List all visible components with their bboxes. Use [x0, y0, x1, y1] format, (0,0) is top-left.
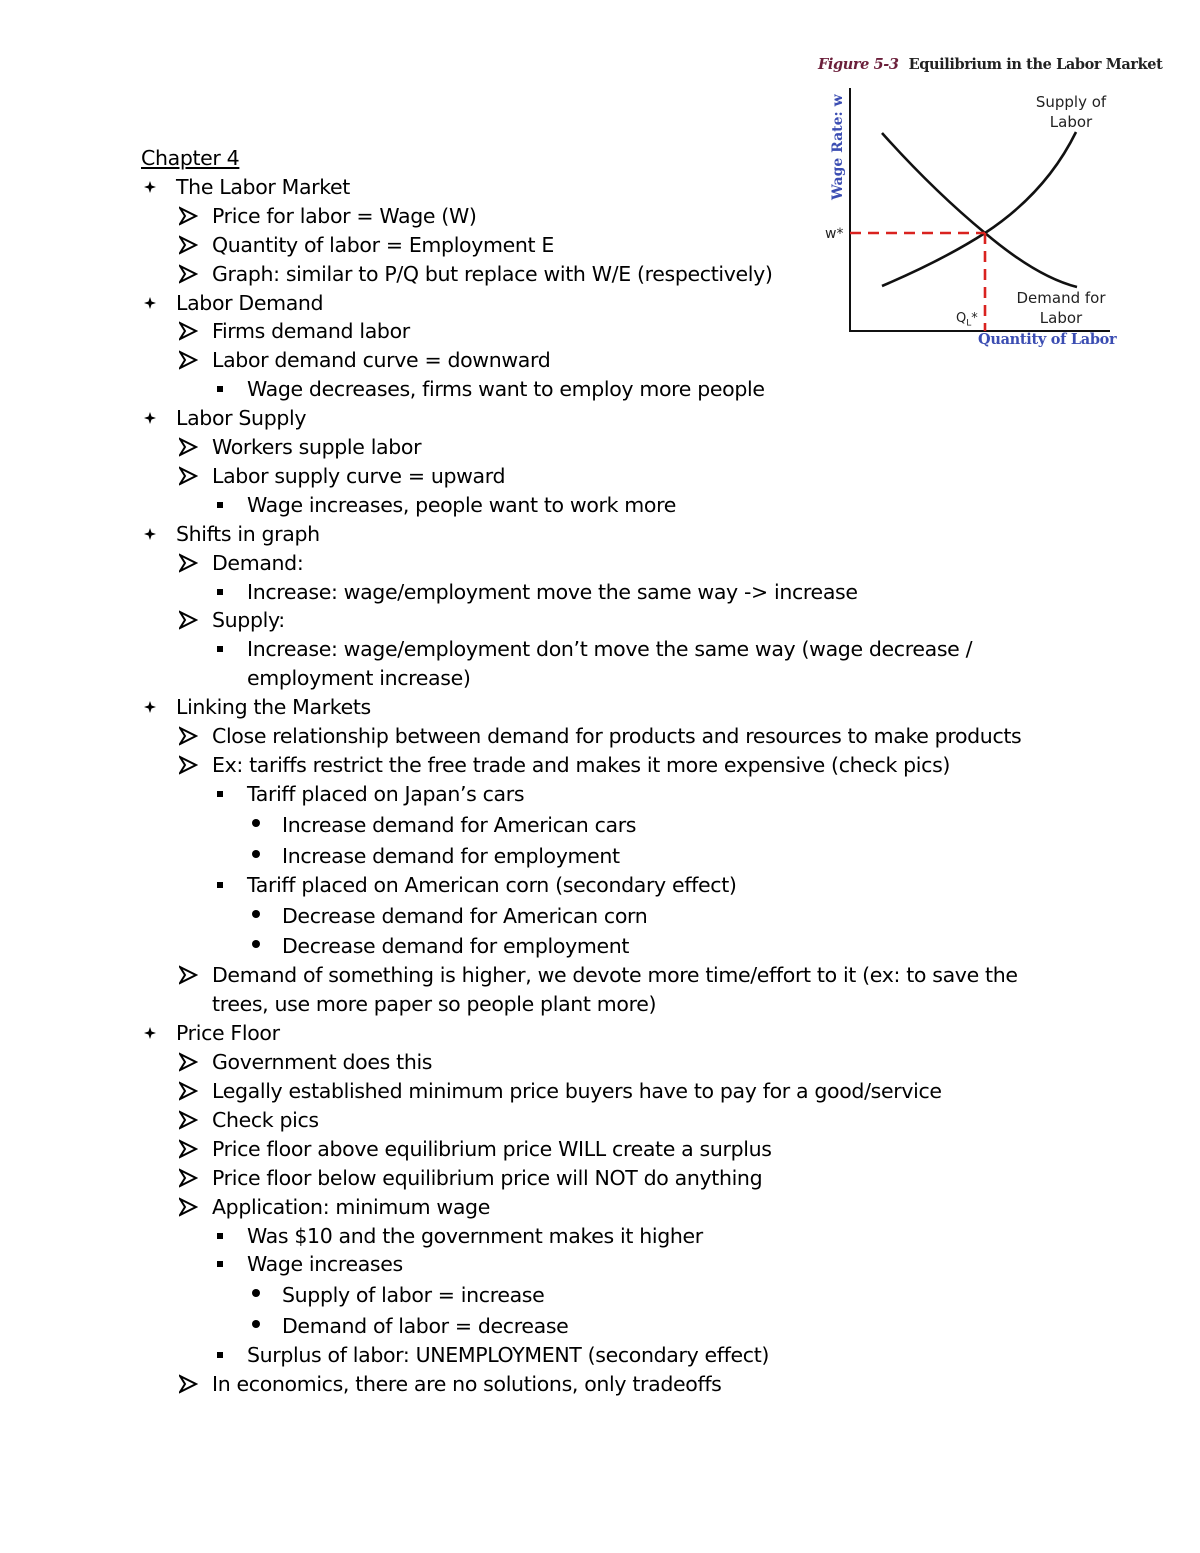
outline-item-text: Tariff placed on Japan’s cars: [247, 781, 525, 806]
outline-item: [141, 1135, 1071, 1164]
arrow-bullet-icon: [179, 1048, 198, 1076]
outline-item-text: Increase demand for employment: [282, 843, 620, 868]
arrow-bullet-icon: [179, 961, 198, 989]
outline-item-text: Graph: similar to P/Q but replace with W/E (respectively): [212, 261, 773, 286]
square-bullet-icon: [217, 882, 223, 888]
dot-bullet-icon: [252, 850, 260, 858]
arrow-bullet-icon: [179, 549, 198, 577]
dot-bullet-icon: [252, 910, 260, 918]
bullet-marker: [250, 809, 260, 827]
q-star-letter: Q: [956, 311, 967, 326]
outline-item-text: Increase demand for American cars: [282, 812, 637, 837]
outline-item-text: Demand of something is higher, we devote more time/effort to it (ex: to save the trees, use more paper so people plant more): [212, 963, 1018, 1017]
square-bullet-icon: [217, 502, 223, 508]
outline-item: [141, 1341, 1071, 1370]
outline-item: [141, 289, 1071, 318]
outline-item: [141, 900, 1071, 931]
arrow-bullet-icon: [179, 1135, 198, 1163]
outline-item: [141, 751, 1071, 780]
outline-item: [141, 961, 1071, 1019]
diamond-bullet-icon: [141, 1019, 159, 1047]
bullet-marker: [250, 900, 260, 918]
outline-item: [141, 635, 1071, 693]
x-axis-label: Quantity of Labor: [978, 331, 1117, 348]
equilibrium-wage-label: w*: [825, 226, 844, 242]
outline-item-text: Firms demand labor: [212, 319, 410, 344]
bullet-marker: [215, 375, 223, 392]
outline-item-text: Wage increases, people want to work more: [247, 492, 676, 517]
outline-item: [141, 433, 1071, 462]
outline-item: [141, 1193, 1071, 1222]
outline-item-text: Check pics: [212, 1107, 319, 1132]
outline-item: [141, 693, 1071, 722]
arrow-bullet-icon: [179, 1106, 198, 1134]
arrow-bullet-icon: [179, 202, 198, 230]
arrow-bullet-icon: [179, 1370, 198, 1398]
square-bullet-icon: [217, 791, 223, 797]
outline-item: [141, 491, 1071, 520]
outline-item-text: Quantity of labor = Employment E: [212, 232, 555, 257]
demand-curve-label: Demand for Labor: [1016, 289, 1106, 327]
outline-item: [141, 1250, 1071, 1279]
diamond-bullet-icon: [141, 520, 159, 548]
outline-item: [141, 1279, 1071, 1310]
outline-item: [141, 1370, 1071, 1399]
outline-item-text: Labor demand curve = downward: [212, 348, 551, 373]
dot-bullet-icon: [252, 1289, 260, 1297]
outline-item-text: Ex: tariffs restrict the free trade and makes it more expensive (check pics): [212, 753, 951, 778]
outline-item-text: Labor Demand: [176, 290, 324, 315]
outline-item: [141, 1164, 1071, 1193]
outline-item: [141, 260, 1071, 289]
outline-item: [141, 871, 1071, 900]
outline-item: [141, 809, 1071, 840]
outline-item-text: Was $10 and the government makes it higher: [247, 1223, 703, 1248]
arrow-bullet-icon: [179, 260, 198, 288]
outline-item-text: Price floor above equilibrium price WILL create a surplus: [212, 1136, 772, 1161]
outline-item-text: Demand:: [212, 550, 304, 575]
arrow-bullet-icon: [179, 317, 198, 345]
bullet-marker: [215, 1341, 223, 1358]
outline-item: [141, 930, 1071, 961]
outline-item: [141, 1048, 1071, 1077]
bullet-marker: [215, 491, 223, 508]
arrow-bullet-icon: [179, 462, 198, 490]
supply-curve-label: Supply of Labor: [1035, 93, 1107, 131]
outline-items: [141, 173, 1071, 1399]
outline-item-text: In economics, there are no solutions, only tradeoffs: [212, 1372, 722, 1397]
square-bullet-icon: [217, 1352, 223, 1358]
dot-bullet-icon: [252, 940, 260, 948]
bullet-marker: [250, 930, 260, 948]
arrow-bullet-icon: [179, 1077, 198, 1105]
outline-item: [141, 1310, 1071, 1341]
outline-item: [141, 780, 1071, 809]
outline-item: [141, 520, 1071, 549]
diamond-bullet-icon: [141, 289, 159, 317]
dot-bullet-icon: [252, 1320, 260, 1328]
arrow-bullet-icon: [179, 722, 198, 750]
square-bullet-icon: [217, 646, 223, 652]
diamond-bullet-icon: [141, 173, 159, 201]
bullet-marker: [179, 1370, 198, 1406]
y-axis-label: Wage Rate: w: [830, 94, 846, 200]
outline-item: [141, 1019, 1071, 1048]
outline-item: [141, 462, 1071, 491]
outline-item-text: Decrease demand for employment: [282, 934, 630, 959]
outline-item-text: Supply:: [212, 608, 285, 633]
outline-item: [141, 1077, 1071, 1106]
notes-outline: [141, 144, 1071, 1399]
outline-item: [141, 1106, 1071, 1135]
outline-item-text: Linking the Markets: [176, 695, 371, 720]
outline-item: [141, 840, 1071, 871]
arrow-bullet-icon: [179, 1164, 198, 1192]
outline-item: [141, 549, 1071, 578]
q-star-suffix: *: [971, 311, 978, 326]
outline-item-text: Price for labor = Wage (W): [212, 203, 477, 228]
outline-item: [141, 722, 1071, 751]
chapter-title: Chapter 4: [141, 146, 240, 170]
bullet-marker: [215, 1222, 223, 1239]
outline-item-text: The Labor Market: [176, 174, 350, 199]
arrow-bullet-icon: [179, 346, 198, 374]
outline-item-text: Shifts in graph: [176, 521, 320, 546]
outline-item-text: Wage decreases, firms want to employ more people: [247, 377, 765, 402]
outline-item-text: Tariff placed on American corn (secondary effect): [247, 872, 737, 897]
outline-item-text: Demand of labor = decrease: [282, 1314, 569, 1339]
bullet-marker: [179, 961, 198, 997]
diamond-bullet-icon: [141, 404, 159, 432]
outline-item-text: Supply of labor = increase: [282, 1283, 545, 1308]
outline-item-text: Application: minimum wage: [212, 1194, 490, 1219]
dot-bullet-icon: [252, 819, 260, 827]
outline-item-text: Surplus of labor: UNEMPLOYMENT (secondary effect): [247, 1343, 770, 1368]
outline-item: [141, 1222, 1071, 1251]
outline-item: [141, 346, 1071, 375]
square-bullet-icon: [217, 386, 223, 392]
outline-item-text: Labor supply curve = upward: [212, 463, 506, 488]
bullet-marker: [215, 635, 223, 652]
outline-item-text: Close relationship between demand for products and resources to make products: [212, 724, 1022, 749]
bullet-marker: [215, 780, 223, 797]
bullet-marker: [250, 840, 260, 858]
arrow-bullet-icon: [179, 231, 198, 259]
outline-item-text: Decrease demand for American corn: [282, 903, 648, 928]
outline-item: [141, 375, 1071, 404]
outline-item: [141, 317, 1071, 346]
bullet-marker: [250, 1279, 260, 1297]
outline-item: [141, 173, 1071, 202]
outline-item-text: Government does this: [212, 1050, 433, 1075]
outline-item-text: Wage increases: [247, 1252, 403, 1277]
figure-title: Equilibrium in the Labor Market: [908, 56, 1163, 73]
bullet-marker: [215, 871, 223, 888]
square-bullet-icon: [217, 1233, 223, 1239]
arrow-bullet-icon: [179, 1193, 198, 1221]
outline-item-text: Legally established minimum price buyers have to pay for a good/service: [212, 1078, 942, 1103]
outline-item-text: Increase: wage/employment don’t move the same way (wage decrease / employment increase): [247, 637, 973, 691]
outline-item: [141, 202, 1071, 231]
outline-item-text: Labor Supply: [176, 406, 307, 431]
outline-item: [141, 606, 1071, 635]
bullet-marker: [250, 1310, 260, 1328]
figure-number: Figure 5-3: [818, 56, 899, 73]
square-bullet-icon: [217, 589, 223, 595]
bullet-marker: [215, 578, 223, 595]
square-bullet-icon: [217, 1261, 223, 1267]
outline-item: [141, 404, 1071, 433]
diamond-bullet-icon: [141, 693, 159, 721]
outline-item-text: Workers supple labor: [212, 435, 422, 460]
outline-item: [141, 578, 1071, 607]
arrow-bullet-icon: [179, 433, 198, 461]
arrow-bullet-icon: [179, 606, 198, 634]
outline-item-text: Price floor below equilibrium price will NOT do anything: [212, 1165, 763, 1190]
arrow-bullet-icon: [179, 751, 198, 779]
outline-item: [141, 231, 1071, 260]
outline-item-text: Increase: wage/employment move the same way -> increase: [247, 579, 858, 604]
outline-item-text: Price Floor: [176, 1021, 280, 1046]
q-star-subscript: L: [966, 318, 972, 329]
bullet-marker: [215, 1250, 223, 1267]
